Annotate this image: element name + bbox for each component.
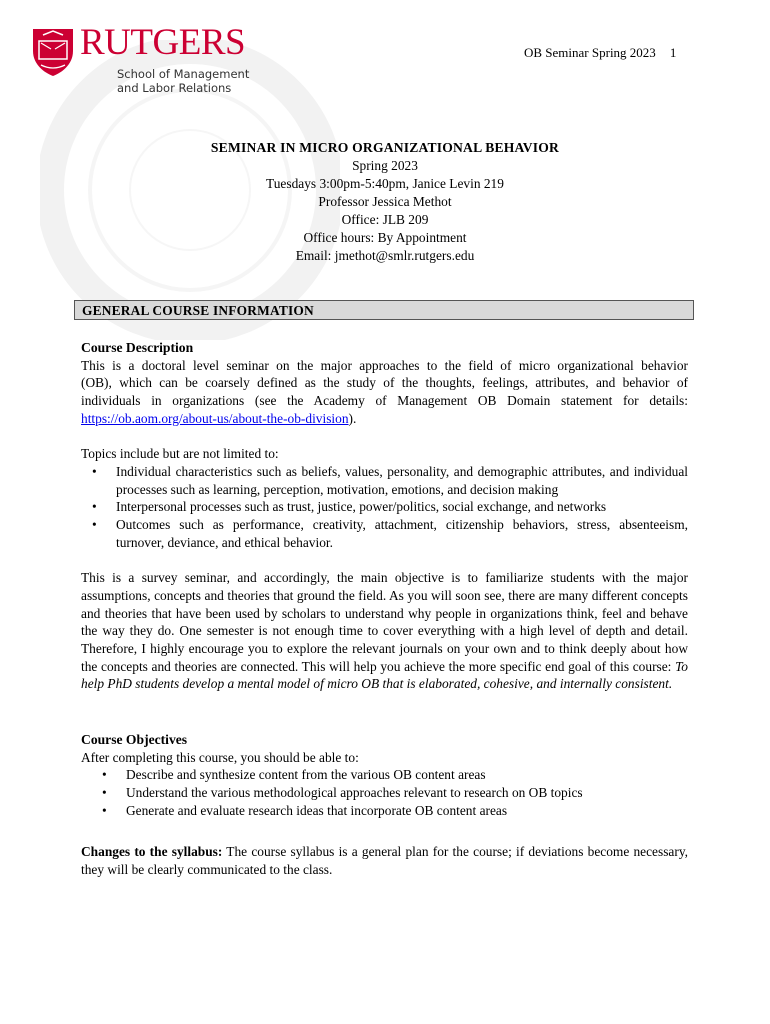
rutgers-shield-logo bbox=[31, 27, 75, 77]
survey-paragraph bbox=[81, 569, 688, 693]
description-line-1: This is a doctoral level seminar on the major approaches to the field of micro organizational behavior bbox=[81, 357, 688, 373]
syllabus-changes-text: The course syllabus is a general plan for the course; if deviations become necessary, they will be clearly communicated to the class. bbox=[81, 844, 688, 877]
course-term: Spring 2023 bbox=[352, 158, 418, 173]
description-line-4 bbox=[81, 410, 688, 428]
topics-list bbox=[81, 463, 688, 552]
school-line-2: and Labor Relations bbox=[117, 81, 232, 95]
list-item: • Describe and synthesize content from the various OB content areas bbox=[81, 766, 688, 784]
course-description-section bbox=[81, 339, 688, 693]
school-name bbox=[117, 67, 249, 95]
course-title: SEMINAR IN MICRO ORGANIZATIONAL BEHAVIOR bbox=[210, 140, 560, 155]
list-item: • Outcomes such as performance, creativity, attachment, citizenship behaviors, stress, absenteeism, turnover, deviance, and ethical behavior. bbox=[81, 516, 688, 551]
office-hours: Office hours: By Appointment bbox=[303, 230, 467, 245]
ob-domain-link[interactable]: https://ob.aom.org/about-us/about-the-ob-division bbox=[81, 410, 349, 426]
syllabus-changes-label: Changes to the syllabus: bbox=[81, 844, 223, 859]
list-item: • Understand the various methodological approaches relevant to research on OB topics bbox=[81, 784, 688, 802]
description-closing: ). bbox=[348, 410, 357, 426]
running-title: OB Seminar Spring 2023 bbox=[524, 45, 656, 60]
course-goal: To help PhD students develop a mental model of micro OB that is elaborated, cohesive, and internally consistent. bbox=[81, 658, 688, 692]
list-item: • Generate and evaluate research ideas that incorporate OB content areas bbox=[81, 802, 688, 820]
objectives-list bbox=[81, 766, 688, 819]
running-header bbox=[524, 45, 676, 61]
topics-intro: Topics include but are not limited to: bbox=[81, 446, 279, 462]
syllabus-changes-paragraph bbox=[81, 843, 688, 878]
list-item: • Interpersonal processes such as trust, justice, power/politics, social exchange, and networks bbox=[81, 498, 688, 516]
course-schedule: Tuesdays 3:00pm-5:40pm, Janice Levin 219 bbox=[266, 176, 504, 191]
shield-icon bbox=[31, 27, 75, 77]
description-line-3: individuals in organizations (see the Academy of Management OB Domain statement for details: bbox=[81, 393, 688, 409]
section-heading-bar bbox=[74, 300, 694, 320]
course-description-heading: Course Description bbox=[81, 340, 194, 355]
course-title-block bbox=[0, 139, 770, 265]
page-number: 1 bbox=[669, 45, 677, 60]
survey-text: This is a survey seminar, and accordingly, the main objective is to familiarize students with the major assumptions, concepts and theories that ground the field. As you will soon see, there are many different concepts and theories that have been used by scholars to understand why people in organizations think, feel and behave the way they do. One semester is not enough time to cover everything with a high level of depth and detail. Therefore, I highly encourage you to explore the relevant journals on your own and to think deeply about how the concepts and theories are connected. This will help you achieve the more specific end goal of this course: bbox=[81, 570, 688, 674]
contact-email: Email: jmethot@smlr.rutgers.edu bbox=[295, 248, 475, 263]
course-objectives-section bbox=[81, 731, 688, 820]
section-heading: GENERAL COURSE INFORMATION bbox=[82, 303, 314, 318]
syllabus-changes-section bbox=[81, 843, 688, 878]
office-location: Office: JLB 209 bbox=[341, 212, 429, 227]
brand-wordmark: RUTGERS bbox=[80, 22, 246, 63]
course-objectives-heading: Course Objectives bbox=[81, 732, 188, 747]
list-item: • Individual characteristics such as beliefs, values, personality, and demographic attributes, and individual processes such as learning, perception, motivation, emotions, and decision making bbox=[81, 463, 688, 498]
professor-name: Professor Jessica Methot bbox=[318, 194, 452, 209]
objectives-intro: After completing this course, you should be able to: bbox=[81, 749, 359, 765]
school-line-1: School of Management bbox=[117, 67, 250, 81]
description-line-2: (OB), which can be coarsely defined as the study of the thoughts, feelings, attributes, and behavior of bbox=[81, 375, 688, 391]
